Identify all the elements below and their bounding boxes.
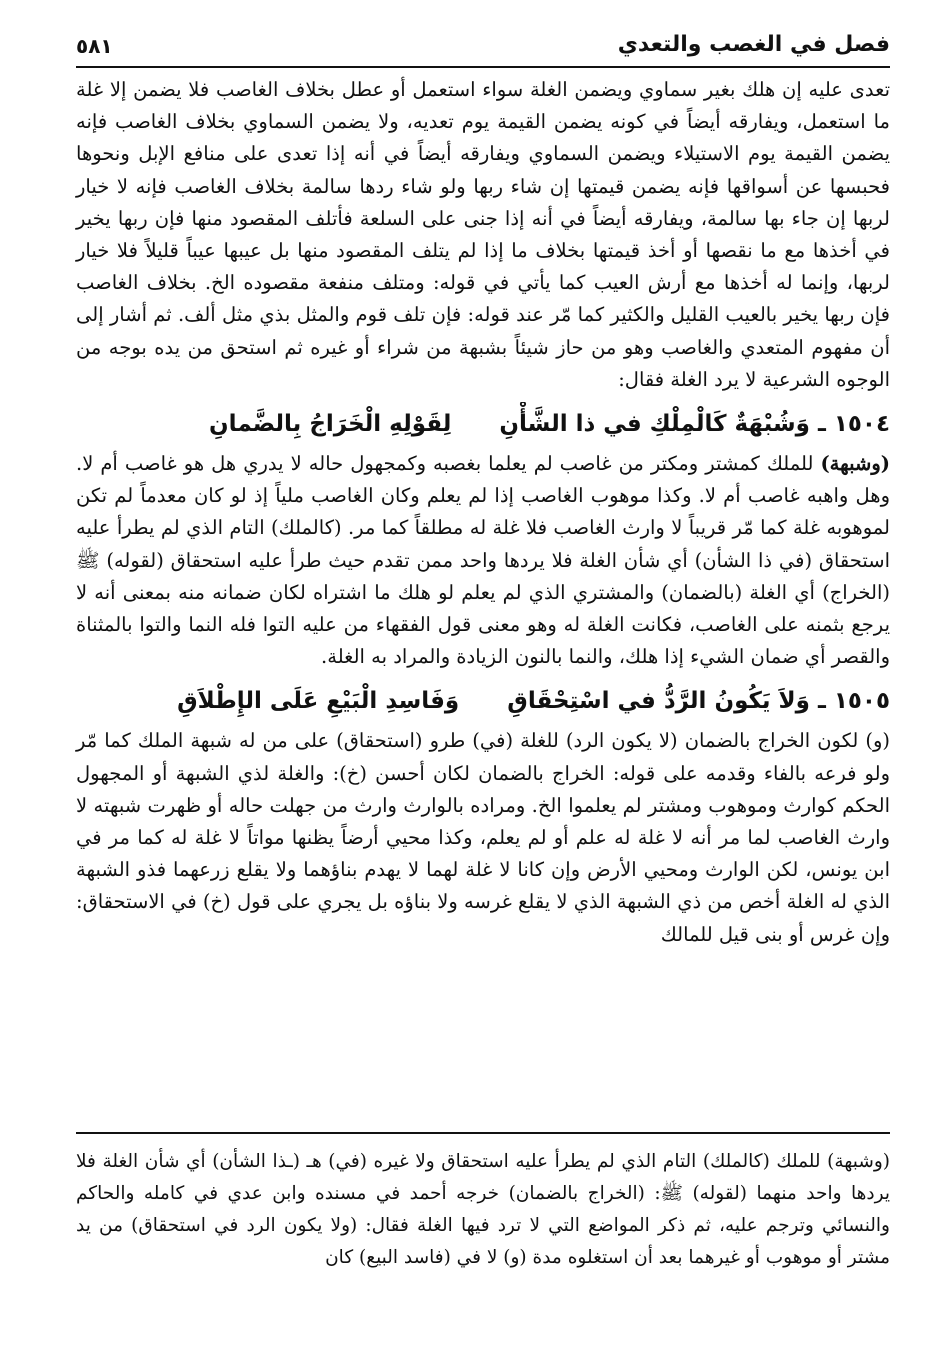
footnote: (وشبهة) للملك (كالملك) التام الذي لم يطرأ عليه استحقاق ولا غيره (في) هـ (ـذا الشأن) أي شأن الغلة فلا يردها واحد منهما (لقوله) ﷺ: (الخراج بالضمان) خرجه أحمد في مسنده وابن عدي في كامله والحاكم والنسائي وترجم عليه، ثم ذكر المواضع التي لا ترد فيها الغلة فقال: (ولا يكون الرد في استحقاق) من يد مشتر أو موهوب أو غيرهما بعد أن استغلوه مدة (و) لا في (فاسد البيع) كان: [76, 1151, 890, 1268]
commentary-paragraph-3: (و) لكون الخراج بالضمان (لا يكون الرد) للغلة (في) طرو (استحقاق) على من له شبهة الملك كما مّر ولو فرعه بالفاء وقدمه على قوله: الخراج بالضمان لكان أحسن (خ): والغلة لذي الشبهة أو المجهول الحكم كوارث وموهوب ومشتر لم يعلموا الخ. ومراده بالوارث وارث من جهلت حاله أو ظهرت شبهته لا وارث الغاصب لما مر أنه لا غلة له علم أو لم يعلم، وكذا محيي أرضاً يظنها مواتاً لا غلة له كما مر في ابن يونس، لكن الوارث ومحيي الأرض وإن كانا لا غلة لهما لا يهدم بناؤهما ولا يقلع زرعهما فذو الشبهة الذي له الغلة أخص من ذي الشبهة الذي لا يقلع غرسه ولا بناؤه بل يجري على قول (خ) في الاستحقاق: وإن غرس أو بنى قيل للمالك: [76, 729, 890, 946]
commentary-paragraph-2: [76, 448, 890, 673]
verse-1504: [76, 402, 890, 446]
page-header: [76, 26, 890, 68]
commentary-paragraph-1: تعدى عليه إن هلك بغير سماوي ويضمن الغلة سواء استعمل أو عطل بخلاف الغاصب فلا يضمن إلا غلة ما استعمل، ويفارقه أيضاً في كونه يضمن القيمة يوم تعديه، ولا يضمن السماوي بخلاف الغاصب فإنه يضمن القيمة يوم الاستيلاء ويضمن السماوي ويفارقه أيضاً في أنه إذا تعدى على منافع الإبل ونحوها فحبسها عن أسواقها فإنه يضمن قيمتها إن شاء ربها ولو شاء ردها سالمة بخلاف الغاصب فإنه لا خيار لربها إن جاء بها سالمة، ويفارقه أيضاً في أنه إذا جنى على السلعة فأتلف المقصود منها فإن ربها يخير في أخذها مع ما نقصها أو أخذ قيمتها بخلاف ما إذا لم يتلف المقصود منها بل عيبها عيباً قليلاً فلا خيار لربها، وإنما له أخذها مع أرش العيب كما يأتي في قوله: ومتلف منفعة مقصوده الخ. بخلاف الغاصب فإن ربها يخير بالعيب القليل والكثير كما مّر عند قوله: فإن تلف قوم والمثل بذي مثل ألف. ثم أشار إلى أن مفهوم المتعدي والغاصب وهو من حاز شيئاً بشبهة من شراء أو غيره ثم استحق من يده بوجه من الوجوه الشرعية لا يرد الغلة فقال:: [76, 78, 890, 391]
verse-second-hemistich: لِقَوْلِهِ الْخَرَاجُ بِالضَّمانِ: [209, 411, 452, 438]
page-number: ٥٨١: [76, 34, 113, 58]
verse-first-hemistich: وَشُبْهَةٌ كَالْمِلْكِ في ذا الشَّأْنِ: [499, 411, 810, 438]
verse-1505: [76, 679, 890, 723]
verse-first-hemistich: وَلاَ يَكُونُ الرَّدُّ في اسْتِحْقَاقِ: [507, 688, 810, 715]
verse-number: ١٥٠٥ ـ: [817, 688, 890, 715]
verse-second-hemistich: وَفَاسِدِ الْبَيْعِ عَلَى الإِطْلاَقِ: [177, 688, 460, 715]
footnote-divider: [76, 1132, 890, 1134]
chapter-title: فصل في الغصب والتعدي: [617, 32, 890, 57]
book-page: [76, 26, 890, 1326]
lead-term: (وشبهة): [820, 452, 890, 476]
paragraph-text: للملك كمشتر ومكتر من غاصب لم يعلما بغصبه وكمجهول حاله لا يدري هل هو غاصب أم لا. وهل واهبه غاصب أم لا. وكذا موهوب الغاصب إذا لم يعلم وكان الغاصب ملياً إذ لو كان معدماً لم تكن لموهوبه غلة كما مّر قريباً لا وارث الغاصب فلا غلة له مطلقاً كما مر. (كالملك) التام الذي لم يطرأ عليه استحقاق (في ذا الشأن) أي شأن الغلة فلا يردها واحد ممن تقدم حيث طرأ عليه استحقاق (لقوله) ﷺ (الخراج) أي الغلة (بالضمان) والمشتري الذي لم يعلم لو هلك ما اشتراه لكان ضمانه منه بمعنى أنه لا يرجع بثمنه على الغاصب، فكانت الغلة له وهو معنى قول الفقهاء من عليه التوا فله النما والتوا بالمثناة والقصر أي ضمان الشيء إذا هلك، والنما بالنون الزيادة والمراد به الغلة.: [76, 452, 890, 669]
verse-number: ١٥٠٤ ـ: [817, 411, 890, 438]
